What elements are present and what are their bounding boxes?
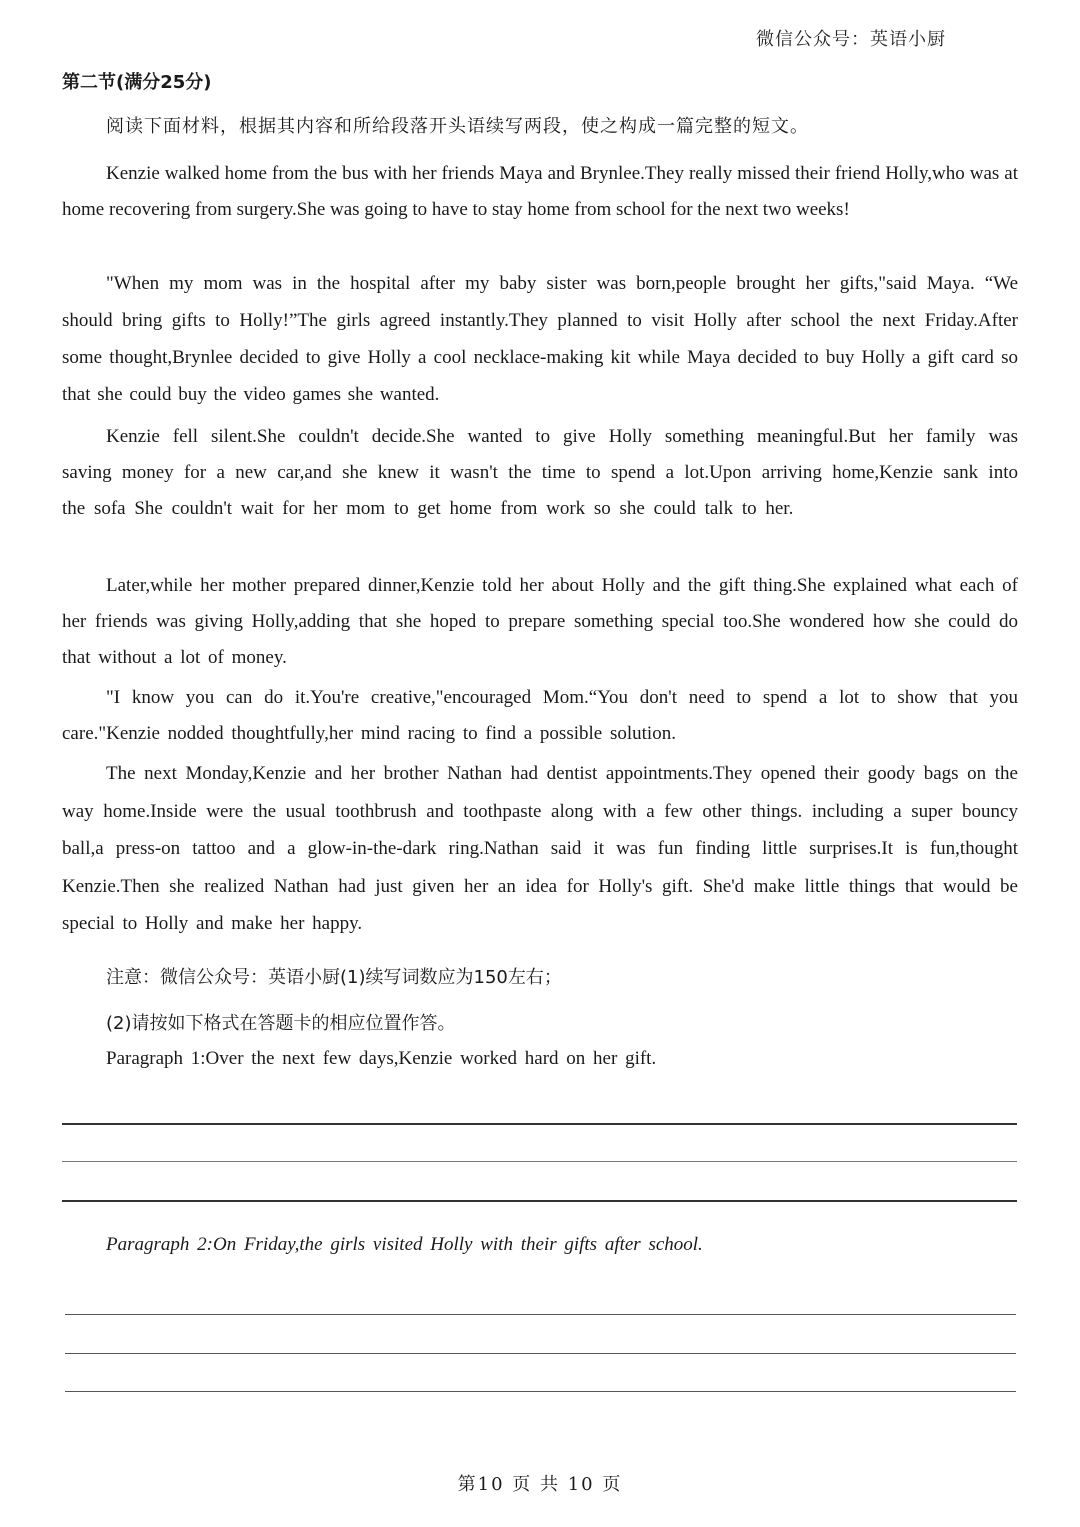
answer-line <box>62 1123 1017 1125</box>
story-paragraph-5: "I know you can do it.You're creative,"encouraged Mom.“You don't need to spend a lot to show that you care."Kenzie nodded thoughtfully,her mind racing to find a possible solution. <box>62 687 1018 744</box>
paragraph-2-opening: Paragraph 2:On Friday,the girls visited Holly with their gifts after school. <box>106 1234 703 1255</box>
story-paragraph-3: Kenzie fell silent.She couldn't decide.She wanted to give Holly something meaningful.But her family was saving money for a new car,and she knew it wasn't the time to spend a lot.Upon arriving home,Kenzie sank into the sofa She couldn't wait for her mom to get home from work so she could talk to her. <box>62 426 1018 519</box>
story-paragraph-6: The next Monday,Kenzie and her brother Nathan had dentist appointments.They opened their goody bags on the way home.Inside were the usual toothbrush and toothpaste along with a few other things. including a super bouncy ball,a press-on tattoo and a glow-in-the-dark ring.Nathan said it was fun finding little surprises.It is fun,thought Kenzie.Then she realized Nathan had just given her an idea for Holly's gift. She'd make little things that would be special to Holly and make her happy. <box>62 763 1018 934</box>
answer-line <box>65 1391 1016 1392</box>
answer-line <box>65 1353 1016 1354</box>
story-paragraph-1: Kenzie walked home from the bus with her friends Maya and Brynlee.They really missed their friend Holly,who was at home recovering from surgery.She was going to have to stay home from school for the next two weeks! <box>62 163 1018 220</box>
answer-line <box>65 1314 1016 1315</box>
watermark-header: 微信公众号：英语小厨 <box>756 29 946 50</box>
note-answer-format: (2)请按如下格式在答题卡的相应位置作答。 <box>106 1013 456 1034</box>
paragraph-1-opening: Paragraph 1:Over the next few days,Kenzie worked hard on her gift. <box>106 1048 657 1069</box>
answer-line <box>62 1200 1017 1202</box>
note-word-count: 注意：微信公众号：英语小厨(1)续写词数应为150左右； <box>106 967 562 988</box>
answer-line <box>62 1161 1017 1162</box>
task-instruction: 阅读下面材料，根据其内容和所给段落开头语续写两段，使之构成一篇完整的短文。 <box>106 116 809 137</box>
section-title: 第二节(满分25分) <box>62 72 212 93</box>
story-paragraph-2: "When my mom was in the hospital after my baby sister was born,people brought her gifts,"said Maya. “We should bring gifts to Holly!”The girls agreed instantly.They planned to visit Holly after school the next Friday.After some thought,Brynlee decided to give Holly a cool necklace-making kit while Maya decided to buy Holly a gift card so that she could buy the video games she wanted. <box>62 273 1018 405</box>
page-number: 第10 页 共 10 页 <box>457 1474 623 1495</box>
story-paragraph-4: Later,while her mother prepared dinner,Kenzie told her about Holly and the gift thing.She explained what each of her friends was giving Holly,adding that she hoped to prepare something special too.She wondered how she could do that without a lot of money. <box>62 575 1018 668</box>
